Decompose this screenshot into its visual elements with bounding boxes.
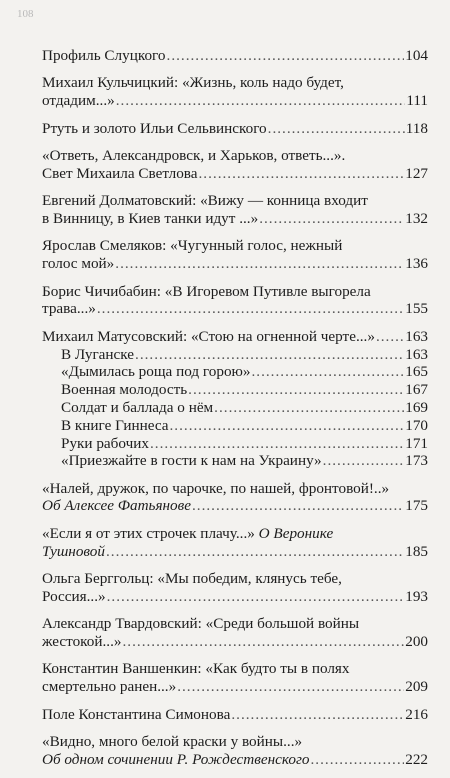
toc-entry-title: Руки рабочих — [61, 434, 149, 452]
page-number: 108 — [17, 8, 34, 20]
leader-dots — [251, 363, 404, 381]
leader-dots — [177, 678, 404, 696]
toc-entry-title: Ртуть и золото Ильи Сельвинского — [42, 119, 267, 137]
toc-entry-subtitle: О Веронике — [258, 524, 334, 542]
toc-page-number: 209 — [405, 678, 428, 696]
toc-entry-title: в Винницу, в Киев танки идут ...» — [42, 209, 259, 227]
table-of-contents — [42, 47, 428, 778]
toc-entry-title: В книге Гиннеса — [61, 416, 169, 434]
toc-entry-title: «Дымилась роща под горою» — [61, 363, 251, 381]
toc-page-number: 193 — [405, 587, 428, 605]
toc-entry[interactable] — [42, 615, 428, 651]
toc-entry-title: Михаил Кульчицкий: «Жизнь, коль надо будет, — [42, 74, 344, 92]
toc-page-number: 185 — [405, 542, 428, 560]
toc-entry-title: Военная молодость — [61, 381, 188, 399]
toc-entry-title: трава...» — [42, 300, 96, 318]
toc-subentry[interactable] — [61, 417, 428, 435]
toc-entry-title: Александр Твардовский: «Среди большой войны — [42, 615, 360, 633]
toc-entry[interactable] — [42, 480, 428, 516]
toc-entry-title: Солдат и баллада о нём — [61, 398, 214, 416]
toc-entry[interactable] — [42, 237, 428, 273]
toc-page-number: 104 — [405, 47, 428, 64]
toc-entry[interactable] — [42, 47, 428, 65]
toc-entry-subtitle: Об одном сочинении Р. Рождественского — [42, 750, 310, 768]
leader-dots — [199, 165, 405, 183]
toc-page-number: 163 — [405, 327, 428, 345]
toc-page-number: 163 — [405, 345, 428, 363]
toc-entry[interactable] — [42, 283, 428, 319]
toc-entry[interactable] — [42, 733, 428, 769]
leader-dots — [115, 255, 404, 273]
toc-page-number: 175 — [405, 497, 428, 515]
toc-subentry[interactable] — [61, 452, 428, 470]
leader-dots — [167, 47, 405, 65]
toc-entry-subtitle: Тушновой — [42, 542, 105, 560]
toc-entry-title: Ярослав Смеляков: «Чугунный голос, нежный — [42, 237, 343, 255]
toc-entry[interactable] — [42, 192, 428, 228]
leader-dots — [135, 346, 404, 364]
toc-entry-title: «Если я от этих строчек плачу...» — [42, 524, 255, 542]
toc-entry-title: Свет Михаила Светлова — [42, 164, 198, 182]
toc-page-number: 155 — [405, 300, 428, 318]
leader-dots — [106, 543, 404, 561]
toc-entry[interactable] — [42, 147, 428, 183]
leader-dots — [376, 328, 404, 346]
toc-entry-title: Россия...» — [42, 587, 106, 605]
toc-page-number: 200 — [405, 633, 428, 651]
leader-dots — [188, 381, 404, 399]
toc-page-number: 173 — [405, 452, 428, 470]
toc-entry[interactable] — [42, 120, 428, 138]
toc-subentry[interactable] — [61, 381, 428, 399]
toc-entry[interactable] — [42, 74, 428, 110]
toc-page-number: 165 — [405, 363, 428, 381]
toc-page-number: 111 — [406, 92, 428, 110]
toc-entry[interactable] — [42, 660, 428, 696]
leader-dots — [311, 751, 405, 769]
leader-dots — [323, 452, 405, 470]
toc-page-number: 167 — [405, 381, 428, 399]
toc-entry[interactable] — [42, 706, 428, 724]
leader-dots — [116, 92, 406, 110]
toc-page-number: 136 — [405, 255, 428, 273]
toc-page-number: 170 — [405, 416, 428, 434]
toc-page-number: 216 — [405, 705, 428, 723]
leader-dots — [268, 120, 405, 138]
toc-page-number: 127 — [405, 164, 428, 182]
toc-entry-title: «Приезжайте в гости к нам на Украину» — [61, 452, 322, 470]
toc-entry-title: Профиль Слуцкого — [42, 47, 166, 64]
toc-subentry[interactable] — [61, 435, 428, 453]
leader-dots — [123, 633, 405, 651]
toc-page-number: 171 — [405, 434, 428, 452]
toc-entry-title: Евгений Долматовский: «Вижу — конница входит — [42, 192, 368, 210]
toc-entry-title: В Луганске — [61, 345, 135, 363]
toc-subentry[interactable] — [61, 399, 428, 417]
toc-entry-title: смертельно ранен...» — [42, 678, 177, 696]
toc-entry-title: Ольга Берггольц: «Мы победим, клянусь тебе, — [42, 570, 342, 588]
leader-dots — [214, 399, 404, 417]
toc-entry[interactable] — [42, 525, 428, 561]
leader-dots — [97, 300, 404, 318]
toc-entry-title: Поле Константина Симонова — [42, 705, 231, 723]
toc-entry-title: голос мой» — [42, 255, 115, 273]
leader-dots — [107, 588, 405, 606]
toc-entry-title: Константин Ваншенкин: «Как будто ты в полях — [42, 660, 350, 678]
toc-entry-title: Борис Чичибабин: «В Игоревом Путивле выгорела — [42, 282, 371, 300]
toc-entry[interactable] — [42, 570, 428, 606]
toc-subentry[interactable] — [61, 363, 428, 381]
toc-entry-title: «Ответь, Александровск, и Харьков, ответь...». — [42, 146, 346, 164]
toc-entry-title: жестокой...» — [42, 633, 122, 651]
leader-dots — [150, 435, 404, 453]
toc-entry-title: «Налей, дружок, по чарочке, по нашей, фронтовой!..» — [42, 479, 390, 497]
toc-page-number: 222 — [405, 750, 428, 768]
toc-entry[interactable] — [42, 328, 428, 346]
leader-dots — [231, 706, 404, 724]
toc-subentry[interactable] — [61, 346, 428, 364]
toc-entry-title: отдадим...» — [42, 92, 115, 110]
toc-page-number: 132 — [405, 209, 428, 227]
leader-dots — [259, 210, 404, 228]
toc-page-number: 169 — [405, 398, 428, 416]
toc-entry-title: «Видно, много белой краски у войны...» — [42, 733, 303, 751]
leader-dots — [170, 417, 405, 435]
toc-page-number: 118 — [405, 119, 428, 137]
toc-entry-title: Михаил Матусовский: «Стою на огненной черте...» — [42, 327, 375, 345]
leader-dots — [192, 497, 404, 515]
toc-entry-subtitle: Об Алексее Фатьянове — [42, 497, 191, 515]
